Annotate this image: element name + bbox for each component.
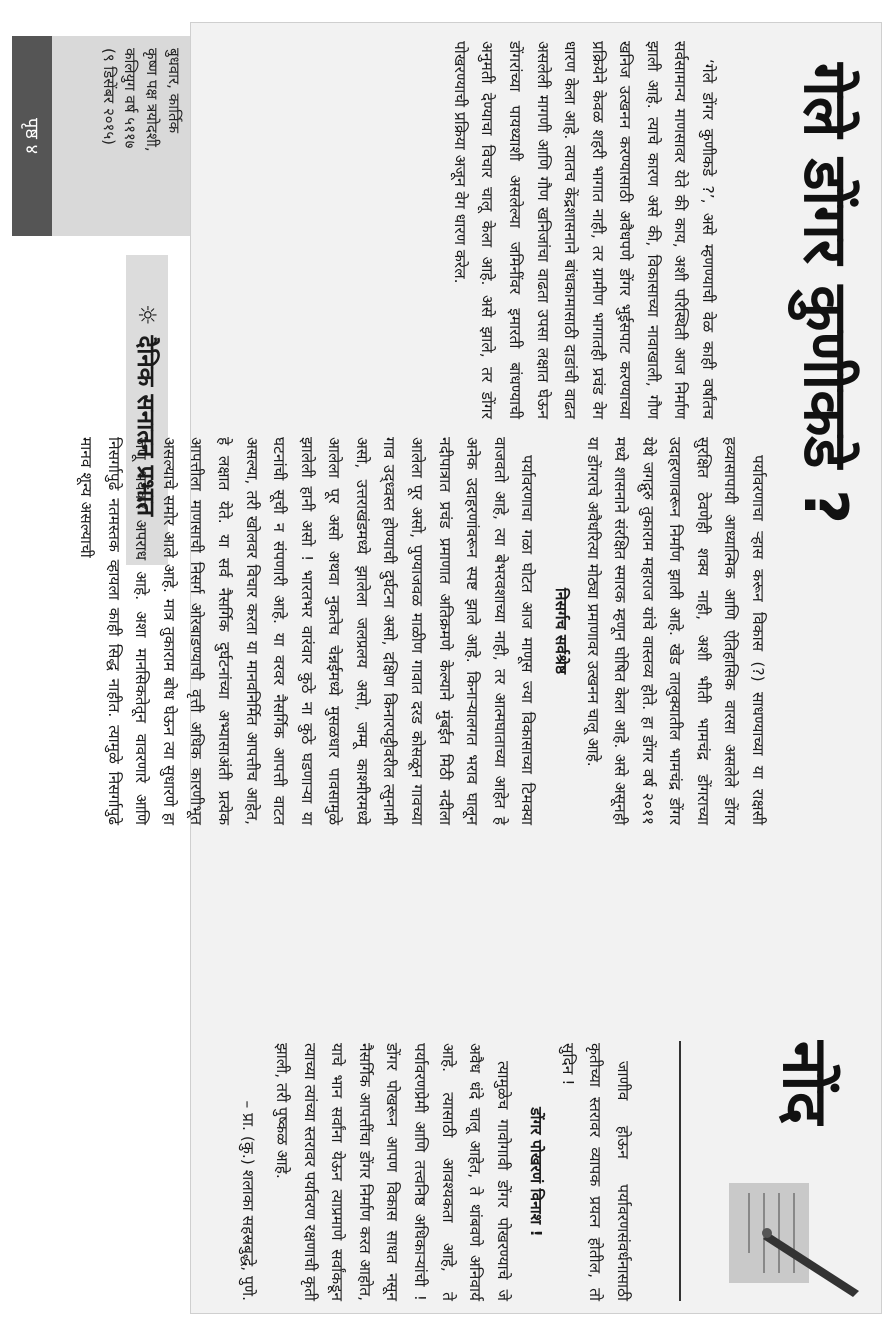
article-subheading: निसर्गच सर्वश्रेष्ठ [551,587,570,675]
note-intro: जाणीव होऊन पर्यावरणसंवर्धनासाठी कृतीच्या स्तरावर व्यापक प्रयत्न होतील, तो सुदिन ! [558,1043,632,1301]
newspaper-name: दैनिक सनातन प्रभात [132,335,161,517]
note-column [230,1043,636,1301]
dateline-date: (९ डिसेंबर २०१५) [99,48,118,145]
pen-writing-icon [719,1173,869,1301]
note-body: त्यामुळेच गावोगावी डोंगर पोखरण्याचे जे अवैध धंदे चालू आहेत, ते थांबवणे अनिवार्य आहे. त्यासाठी आवश्यकता आहे, ते पर्यावरणप्रेमी आणि तत्त्वनिष्ठ अधिकाऱ्यांची ! डोंगर पोखरून आपण विकास साधत नसून नैसर्गिक आपत्तींचा डोंगर निर्माण करत आहोत, याचे भान सर्वांना येऊन त्याप्रमाणे सर्वांकडून त्याच्या त्यांच्या स्तरावर पर्यावरण रक्षणाची कृती झाली, तरी पुष्कळ आहे. [273,1043,512,1301]
page-number: पृष्ठ ४ [12,36,52,236]
article-paragraph: पर्यावरणाचा ऱ्हास करून विकास (?) साधण्याच्या या राक्षसी हव्यासापायी आध्यात्मिक आणि ऐतिहासिक वारसा असलेले डोंगर सुरक्षित ठेवणेही शक्य नाही, अशी भीती भामचंद्र डोंगराच्या उदाहरणावरून निर्माण झाली आहे. खेड तालुक्यातील भामचंद्र डोंगर येथे जगद्गुरु तुकाराम महाराज यांचे वास्तव्य होते. हा डोंगर वर्ष २०११ मध्ये शासनाने संरक्षित स्मारक म्हणून घोषित केला आहे. असे असूनही या डोंगराचे अवैधरित्या मोठ्या प्रमाणावर उत्खनन चालू आहे. [583,437,767,825]
sun-logo-icon: ☼ [133,303,161,326]
article-headline: गेले डोंगर कुणीकडे ? [790,63,860,525]
note-divider [679,1041,681,1301]
dateline-day: बुधवार, कार्तिक [165,48,183,134]
article-author: – प्रा. (कु.) शलाका सहस्रबुद्धे, पुणे. [239,1100,258,1301]
article-column-2 [68,437,771,825]
article-paragraph: ‘गेले डोंगर कुणीकडे ?’, असे म्हणण्याची वेळ काही वर्षांतच सर्वसामान्य माणसावर येते की काय, अशी परिस्थिती आज निर्माण झाली आहे. त्याचे कारण असे की, विकासाच्या नावाखाली, गौण खनिज उत्खनन करण्यासाठी अवैधपणे डोंगर भुईसपाट करण्याच्या प्रक्रियेने केवळ शहरी भागात नाही, तर ग्रामीण भागातही प्रचंड वेग धारण केला आहे. त्यातच केंद्रशासनाने बांधकामासाठी दाडांची वाढत असलेली मागणी आणि गौण खनिजांचा वाढता उपसा लक्षात घेऊन डोंगरांच्या पायथ्याशी असलेल्या जमिनींवर इमारती बांधण्याची अनुमती देण्याचा विचार चालू केला आहे. असे झाले, तर डोंगर पोखरण्याची प्रक्रिया अजून वेग धारण करेल. [450,41,717,419]
note-heading: नोंद [769,1041,842,1125]
note-subheading: डोंगर पोखरणं विनाश ! [527,1107,546,1237]
dateline-tithi: कृष्ण पक्ष त्रयोदशी, [143,48,162,152]
dateline-kaliyug-year: कलियुग वर्ष ५११७ [121,48,140,149]
date-box [12,36,194,236]
article-paragraph: पर्यावरणाचा गळा घोटत आज माणूस ज्या विकासाच्या टिमक्या वाजवतो आहे, त्या बेभरवशाच्या नाही, तर आत्मघाताच्या आहेत हे अनेक उदाहरणांवरून स्पष्ट झाले आहे. किनाऱ्यालगत भराव घालून नदीपात्रात प्रचंड प्रमाणात अतिक्रमणे केल्याने मुंबईत मिठी नदीला आलेला पूर असो, पुण्याजवळ माळीण गावात दरड कोसळून गावच्या गाव उद्ध्वस्त होण्याची दुर्घटना असो, दक्षिण किनारपट्टीवरील त्सुनामी असो, उत्तराखंडमध्ये झालेला जलप्रलय असो, जम्मू काश्मीरमध्ये आलेला पूर असो अथवा नुकतेच चेन्नईमध्ये मुसळधार पावसामुळे झालेली हानी असो ! भारतभर वारंवार कुठे ना कुठे घडणाऱ्या या घटनांची सूची न संपणारी आहे. या वरवर नैसर्गिक आपत्ती वाटत असल्या, तरी खोलवर विचार करता या मानवनिर्मित आपत्तीच आहेत, हे लक्षात येते. या सर्व नैसर्गिक दुर्घटनांच्या अभ्यासाअंती प्रत्येक आपत्तीला माणसाची निसर्ग ओरबाडण्याची वृत्ती अधिक कारणीभूत असल्याचे समोर आले आहे. मात्र तुकाराम बोध घेऊन त्या सुधारणे हा जणू भयंकर अपराध आहे. अशा मानसिकतेतून वावरणारे आणि निसर्गापुढे नतमस्तक व्हायला काही सिद्ध नाहीत. त्यामुळे निसर्गापुढे मानव शून्य असल्याची [77,437,537,825]
article-column-1 [441,41,721,419]
dateline [52,36,194,236]
